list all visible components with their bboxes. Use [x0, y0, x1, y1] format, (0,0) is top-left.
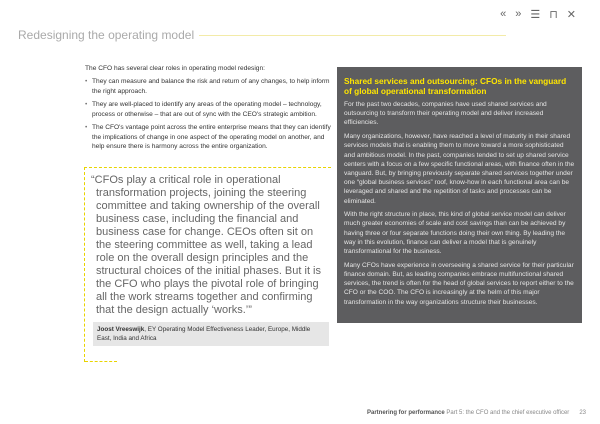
quote-text: “CFOs play a critical role in operational transformation projects, joining the steering committee and taking ownership of the overall business case, including the financial and business case for change. CEOs often sit on the steering committee as well, taking a lead role on the overall design principles and the structural choices of the initial phases. But it is the CFO who plays the pivotal role of bringing all the work streams together and confirming that the design actually ‘works.’” — [91, 174, 321, 316]
print-icon[interactable]: ⊓ — [549, 9, 558, 21]
contents-icon[interactable]: ☰ — [530, 9, 541, 21]
quote-role: , EY Operating Model Effectiveness Leader, Europe, Middle East, India and Africa — [97, 326, 311, 342]
section-title — [18, 28, 506, 42]
intro — [85, 64, 335, 156]
footer — [367, 410, 586, 416]
bullet: • They can measure and balance the risk and return of any changes, to help inform the right approach. — [85, 77, 335, 96]
sidebar-box — [337, 67, 582, 323]
intro-lead: The CFO has several clear roles in operating model redesign: — [85, 65, 265, 72]
quote-author: Joost Vreeswijk — [97, 326, 145, 333]
title-rule — [199, 35, 506, 36]
bullet: • The CFO's vantage point across the entire enterprise means that they can identify the implications of change in one aspect of the operating model on another, and help ensure there is harmony across the entire organization. — [85, 123, 335, 151]
quote-attribution — [93, 322, 329, 346]
pull-quote — [84, 167, 331, 362]
sidebar-paragraph: Many organizations, however, have reached a level of maturity in their shared services models that is enabling them to move toward a more sophisticated and ambitious model. In the past, companies tended to set up shared service centers with a focus on a few specific functional areas, with finance often in the vanguard. But, by bringing previously separate shared services together under one “global business services” roof, know-how in each functional area can be leveraged and shared and the repetition of tasks and processes can be eliminated. — [344, 133, 575, 205]
sidebar-heading: Shared services and outsourcing: CFOs in the vanguard of global operational transformation — [344, 76, 567, 96]
close-icon[interactable]: ✕ — [566, 9, 576, 21]
sidebar-paragraph: With the right structure in place, this kind of global service model can deliver much greater economies of scale and cost savings than can be achieved by having three or four separate functions doing their own thing. By leading the way in this evolution, finance can deliver a model that is genuinely transformational for the business. — [344, 211, 566, 256]
bullet: • They are well-placed to identify any areas of the operating model – technology, process or otherwise – that are out of sync with the CEO's strategic ambition. — [85, 100, 335, 119]
previous-page-icon[interactable]: « — [500, 8, 507, 20]
sidebar-paragraph: Many CFOs have experience in overseeing a shared service for their particular finance domain. But, as leading companies embrace multifunctional shared services, the trend is often for the head of global services to report either to the CFO or the COO. The CFO is increasingly at the helm of this major transformation in the way organizations structure their businesses. — [344, 261, 574, 306]
nav-bar — [500, 8, 576, 21]
page-number: 23 — [579, 410, 586, 416]
section-title-text: Redesigning the operating model — [18, 28, 195, 42]
next-page-icon[interactable]: » — [515, 8, 522, 20]
part-title: Part 5: the CFO and the chief executive officer — [444, 410, 570, 416]
sidebar-paragraph: For the past two decades, companies have used shared services and outsourcing to transform their operating model and deliver increased efficiencies. — [344, 101, 547, 127]
publication-title: Partnering for performance — [367, 410, 445, 416]
